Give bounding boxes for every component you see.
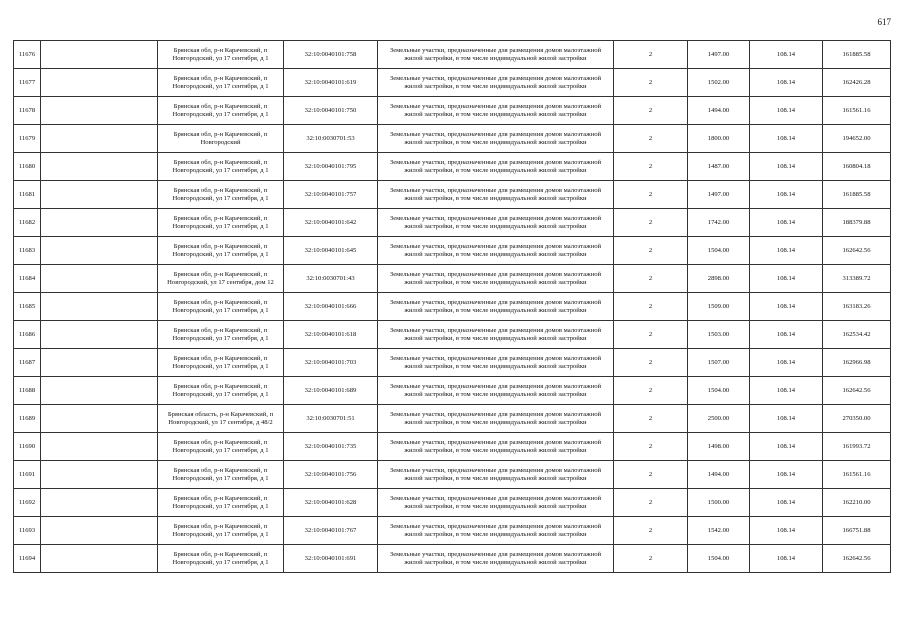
address-cell: Брянская обл, р-н Карачевский, п Новгородский, ул 17 сентября, д 1 xyxy=(158,517,284,545)
group-number-cell: 2 xyxy=(614,265,688,293)
specific-value-cell: 108.14 xyxy=(750,433,823,461)
table-row xyxy=(14,97,891,125)
table-row xyxy=(14,405,891,433)
empty-cell xyxy=(41,489,158,517)
cadastral-value-cell: 188379.88 xyxy=(823,209,891,237)
land-use-purpose-cell: Земельные участки, предназначенные для размещения домов малоэтажной жилой застройки, в том числе индивидуальной жилой застройки xyxy=(378,405,614,433)
cadastral-value-cell: 166751.88 xyxy=(823,517,891,545)
group-number-cell: 2 xyxy=(614,125,688,153)
cadastral-value-cell: 162534.42 xyxy=(823,321,891,349)
table-row xyxy=(14,265,891,293)
group-number-cell: 2 xyxy=(614,461,688,489)
address-cell: Брянская обл, р-н Карачевский, п Новгородский, ул 17 сентября, д 1 xyxy=(158,489,284,517)
land-use-purpose-cell: Земельные участки, предназначенные для размещения домов малоэтажной жилой застройки, в том числе индивидуальной жилой застройки xyxy=(378,489,614,517)
group-number-cell: 2 xyxy=(614,153,688,181)
cadastral-number-cell: 32:10:0030701:51 xyxy=(284,405,378,433)
land-use-purpose-cell: Земельные участки, предназначенные для размещения домов малоэтажной жилой застройки, в том числе индивидуальной жилой застройки xyxy=(378,41,614,69)
table-row xyxy=(14,433,891,461)
row-number-cell: 11682 xyxy=(14,209,41,237)
land-use-purpose-cell: Земельные участки, предназначенные для размещения домов малоэтажной жилой застройки, в том числе индивидуальной жилой застройки xyxy=(378,209,614,237)
specific-value-cell: 108.14 xyxy=(750,41,823,69)
cadastral-number-cell: 32:10:0040101:795 xyxy=(284,153,378,181)
page-number: 617 xyxy=(877,17,891,27)
cadastral-number-cell: 32:10:0040101:756 xyxy=(284,461,378,489)
land-use-purpose-cell: Земельные участки, предназначенные для размещения домов малоэтажной жилой застройки, в том числе индивидуальной жилой застройки xyxy=(378,545,614,573)
group-number-cell: 2 xyxy=(614,69,688,97)
specific-value-cell: 108.14 xyxy=(750,125,823,153)
group-number-cell: 2 xyxy=(614,209,688,237)
specific-value-cell: 108.14 xyxy=(750,461,823,489)
cadastral-value-cell: 161885.58 xyxy=(823,41,891,69)
empty-cell xyxy=(41,125,158,153)
cadastral-value-cell: 194652.00 xyxy=(823,125,891,153)
cadastral-value-cell: 162210.00 xyxy=(823,489,891,517)
group-number-cell: 2 xyxy=(614,41,688,69)
cadastral-number-cell: 32:10:0030701:53 xyxy=(284,125,378,153)
area-cell: 1800.00 xyxy=(688,125,750,153)
table-row xyxy=(14,69,891,97)
cadastral-value-cell: 313389.72 xyxy=(823,265,891,293)
address-cell: Брянская обл, р-н Карачевский, п Новгородский, ул 17 сентября, д 1 xyxy=(158,153,284,181)
cadastral-value-cell: 270350.00 xyxy=(823,405,891,433)
address-cell: Брянская обл, р-н Карачевский, п Новгородский, ул 17 сентября, д 1 xyxy=(158,237,284,265)
area-cell: 1497.00 xyxy=(688,41,750,69)
address-cell: Брянская обл, р-н Карачевский, п Новгородский, ул 17 сентября, д 1 xyxy=(158,181,284,209)
row-number-cell: 11681 xyxy=(14,181,41,209)
specific-value-cell: 108.14 xyxy=(750,545,823,573)
empty-cell xyxy=(41,545,158,573)
row-number-cell: 11679 xyxy=(14,125,41,153)
group-number-cell: 2 xyxy=(614,405,688,433)
empty-cell xyxy=(41,321,158,349)
land-use-purpose-cell: Земельные участки, предназначенные для размещения домов малоэтажной жилой застройки, в том числе индивидуальной жилой застройки xyxy=(378,461,614,489)
land-use-purpose-cell: Земельные участки, предназначенные для размещения домов малоэтажной жилой застройки, в том числе индивидуальной жилой застройки xyxy=(378,125,614,153)
area-cell: 1487.00 xyxy=(688,153,750,181)
group-number-cell: 2 xyxy=(614,545,688,573)
cadastral-value-cell: 160804.18 xyxy=(823,153,891,181)
land-use-purpose-cell: Земельные участки, предназначенные для размещения домов малоэтажной жилой застройки, в том числе индивидуальной жилой застройки xyxy=(378,517,614,545)
table-row xyxy=(14,237,891,265)
group-number-cell: 2 xyxy=(614,321,688,349)
specific-value-cell: 108.14 xyxy=(750,69,823,97)
row-number-cell: 11694 xyxy=(14,545,41,573)
address-cell: Брянская обл, р-н Карачевский, п Новгородский, ул 17 сентября, дом 12 xyxy=(158,265,284,293)
specific-value-cell: 108.14 xyxy=(750,377,823,405)
area-cell: 1509.00 xyxy=(688,293,750,321)
area-cell: 1504.00 xyxy=(688,377,750,405)
empty-cell xyxy=(41,209,158,237)
row-number-cell: 11676 xyxy=(14,41,41,69)
table-row xyxy=(14,209,891,237)
cadastral-value-cell: 163183.26 xyxy=(823,293,891,321)
group-number-cell: 2 xyxy=(614,181,688,209)
cadastral-value-cell: 161561.16 xyxy=(823,97,891,125)
address-cell: Брянская обл, р-н Карачевский, п Новгородский, ул 17 сентября, д 1 xyxy=(158,69,284,97)
specific-value-cell: 108.14 xyxy=(750,153,823,181)
table-body xyxy=(14,41,891,573)
land-use-purpose-cell: Земельные участки, предназначенные для размещения домов малоэтажной жилой застройки, в том числе индивидуальной жилой застройки xyxy=(378,153,614,181)
cadastral-number-cell: 32:10:0040101:689 xyxy=(284,377,378,405)
group-number-cell: 2 xyxy=(614,237,688,265)
row-number-cell: 11690 xyxy=(14,433,41,461)
cadastral-number-cell: 32:10:0040101:757 xyxy=(284,181,378,209)
cadastral-value-cell: 162426.28 xyxy=(823,69,891,97)
specific-value-cell: 108.14 xyxy=(750,321,823,349)
land-use-purpose-cell: Земельные участки, предназначенные для размещения домов малоэтажной жилой застройки, в том числе индивидуальной жилой застройки xyxy=(378,377,614,405)
specific-value-cell: 108.14 xyxy=(750,181,823,209)
row-number-cell: 11684 xyxy=(14,265,41,293)
empty-cell xyxy=(41,461,158,489)
land-use-purpose-cell: Земельные участки, предназначенные для размещения домов малоэтажной жилой застройки, в том числе индивидуальной жилой застройки xyxy=(378,265,614,293)
group-number-cell: 2 xyxy=(614,433,688,461)
area-cell: 1497.00 xyxy=(688,181,750,209)
cadastral-value-cell: 162966.98 xyxy=(823,349,891,377)
specific-value-cell: 108.14 xyxy=(750,349,823,377)
group-number-cell: 2 xyxy=(614,377,688,405)
address-cell: Брянская обл, р-н Карачевский, п Новгородский, ул 17 сентября, д 1 xyxy=(158,209,284,237)
cadastral-number-cell: 32:10:0040101:735 xyxy=(284,433,378,461)
empty-cell xyxy=(41,153,158,181)
table-row xyxy=(14,153,891,181)
land-use-purpose-cell: Земельные участки, предназначенные для размещения домов малоэтажной жилой застройки, в том числе индивидуальной жилой застройки xyxy=(378,237,614,265)
area-cell: 2500.00 xyxy=(688,405,750,433)
empty-cell xyxy=(41,265,158,293)
table-row xyxy=(14,293,891,321)
empty-cell xyxy=(41,405,158,433)
specific-value-cell: 108.14 xyxy=(750,237,823,265)
specific-value-cell: 108.14 xyxy=(750,405,823,433)
area-cell: 1504.00 xyxy=(688,237,750,265)
group-number-cell: 2 xyxy=(614,489,688,517)
empty-cell xyxy=(41,517,158,545)
specific-value-cell: 108.14 xyxy=(750,97,823,125)
cadastral-value-cell: 161561.16 xyxy=(823,461,891,489)
row-number-cell: 11687 xyxy=(14,349,41,377)
cadastral-number-cell: 32:10:0040101:642 xyxy=(284,209,378,237)
empty-cell xyxy=(41,293,158,321)
address-cell: Брянская обл, р-н Карачевский, п Новгородский, ул 17 сентября, д 1 xyxy=(158,293,284,321)
cadastral-number-cell: 32:10:0040101:645 xyxy=(284,237,378,265)
cadastral-number-cell: 32:10:0040101:666 xyxy=(284,293,378,321)
address-cell: Брянская обл, р-н Карачевский, п Новгородский, ул 17 сентября, д 1 xyxy=(158,377,284,405)
group-number-cell: 2 xyxy=(614,517,688,545)
area-cell: 1502.00 xyxy=(688,69,750,97)
row-number-cell: 11693 xyxy=(14,517,41,545)
empty-cell xyxy=(41,181,158,209)
land-use-purpose-cell: Земельные участки, предназначенные для размещения домов малоэтажной жилой застройки, в том числе индивидуальной жилой застройки xyxy=(378,293,614,321)
row-number-cell: 11691 xyxy=(14,461,41,489)
group-number-cell: 2 xyxy=(614,97,688,125)
row-number-cell: 11689 xyxy=(14,405,41,433)
row-number-cell: 11680 xyxy=(14,153,41,181)
area-cell: 1542.00 xyxy=(688,517,750,545)
address-cell: Брянская область, р-н Карачевский, п Новгородский, ул 17 сентября, д 48/2 xyxy=(158,405,284,433)
land-use-purpose-cell: Земельные участки, предназначенные для размещения домов малоэтажной жилой застройки, в том числе индивидуальной жилой застройки xyxy=(378,349,614,377)
cadastral-number-cell: 32:10:0040101:628 xyxy=(284,489,378,517)
cadastral-value-cell: 161993.72 xyxy=(823,433,891,461)
address-cell: Брянская обл, р-н Карачевский, п Новгородский, ул 17 сентября, д 1 xyxy=(158,461,284,489)
area-cell: 1500.00 xyxy=(688,489,750,517)
cadastral-number-cell: 32:10:0040101:758 xyxy=(284,41,378,69)
area-cell: 2898.00 xyxy=(688,265,750,293)
cadastral-value-cell: 162642.56 xyxy=(823,545,891,573)
table-row xyxy=(14,125,891,153)
cadastral-number-cell: 32:10:0040101:703 xyxy=(284,349,378,377)
row-number-cell: 11686 xyxy=(14,321,41,349)
cadastral-value-cell: 162642.56 xyxy=(823,237,891,265)
table-row xyxy=(14,545,891,573)
land-use-purpose-cell: Земельные участки, предназначенные для размещения домов малоэтажной жилой застройки, в том числе индивидуальной жилой застройки xyxy=(378,69,614,97)
specific-value-cell: 108.14 xyxy=(750,489,823,517)
cadastral-number-cell: 32:10:0040101:750 xyxy=(284,97,378,125)
row-number-cell: 11683 xyxy=(14,237,41,265)
address-cell: Брянская обл, р-н Карачевский, п Новгородский, ул 17 сентября, д 1 xyxy=(158,433,284,461)
address-cell: Брянская обл, р-н Карачевский, п Новгородский, ул 17 сентября, д 1 xyxy=(158,97,284,125)
table-row xyxy=(14,41,891,69)
empty-cell xyxy=(41,69,158,97)
land-use-purpose-cell: Земельные участки, предназначенные для размещения домов малоэтажной жилой застройки, в том числе индивидуальной жилой застройки xyxy=(378,97,614,125)
area-cell: 1742.00 xyxy=(688,209,750,237)
empty-cell xyxy=(41,41,158,69)
empty-cell xyxy=(41,377,158,405)
group-number-cell: 2 xyxy=(614,349,688,377)
cadastral-number-cell: 32:10:0040101:767 xyxy=(284,517,378,545)
address-cell: Брянская обл, р-н Карачевский, п Новгородский, ул 17 сентября, д 1 xyxy=(158,321,284,349)
cadastral-number-cell: 32:10:0040101:619 xyxy=(284,69,378,97)
area-cell: 1503.00 xyxy=(688,321,750,349)
row-number-cell: 11692 xyxy=(14,489,41,517)
row-number-cell: 11688 xyxy=(14,377,41,405)
specific-value-cell: 108.14 xyxy=(750,265,823,293)
row-number-cell: 11678 xyxy=(14,97,41,125)
empty-cell xyxy=(41,349,158,377)
row-number-cell: 11677 xyxy=(14,69,41,97)
empty-cell xyxy=(41,237,158,265)
area-cell: 1494.00 xyxy=(688,97,750,125)
land-use-purpose-cell: Земельные участки, предназначенные для размещения домов малоэтажной жилой застройки, в том числе индивидуальной жилой застройки xyxy=(378,321,614,349)
cadastral-number-cell: 32:10:0040101:691 xyxy=(284,545,378,573)
specific-value-cell: 108.14 xyxy=(750,517,823,545)
area-cell: 1494.00 xyxy=(688,461,750,489)
address-cell: Брянская обл, р-н Карачевский, п Новгородский xyxy=(158,125,284,153)
table-row xyxy=(14,517,891,545)
table-row xyxy=(14,461,891,489)
row-number-cell: 11685 xyxy=(14,293,41,321)
land-use-purpose-cell: Земельные участки, предназначенные для размещения домов малоэтажной жилой застройки, в том числе индивидуальной жилой застройки xyxy=(378,181,614,209)
empty-cell xyxy=(41,433,158,461)
table-row xyxy=(14,349,891,377)
address-cell: Брянская обл, р-н Карачевский, п Новгородский, ул 17 сентября, д 1 xyxy=(158,349,284,377)
land-use-purpose-cell: Земельные участки, предназначенные для размещения домов малоэтажной жилой застройки, в том числе индивидуальной жилой застройки xyxy=(378,433,614,461)
area-cell: 1504.00 xyxy=(688,545,750,573)
area-cell: 1498.00 xyxy=(688,433,750,461)
cadastral-value-cell: 162642.56 xyxy=(823,377,891,405)
empty-cell xyxy=(41,97,158,125)
area-cell: 1507.00 xyxy=(688,349,750,377)
table-row xyxy=(14,489,891,517)
address-cell: Брянская обл, р-н Карачевский, п Новгородский, ул 17 сентября, д 1 xyxy=(158,41,284,69)
group-number-cell: 2 xyxy=(614,293,688,321)
cadastral-value-table xyxy=(13,40,891,573)
cadastral-number-cell: 32:10:0030701:43 xyxy=(284,265,378,293)
table-row xyxy=(14,321,891,349)
address-cell: Брянская обл, р-н Карачевский, п Новгородский, ул 17 сентября, д 1 xyxy=(158,545,284,573)
cadastral-value-cell: 161885.58 xyxy=(823,181,891,209)
specific-value-cell: 108.14 xyxy=(750,293,823,321)
table-row xyxy=(14,377,891,405)
cadastral-number-cell: 32:10:0040101:618 xyxy=(284,321,378,349)
specific-value-cell: 108.14 xyxy=(750,209,823,237)
table-row xyxy=(14,181,891,209)
